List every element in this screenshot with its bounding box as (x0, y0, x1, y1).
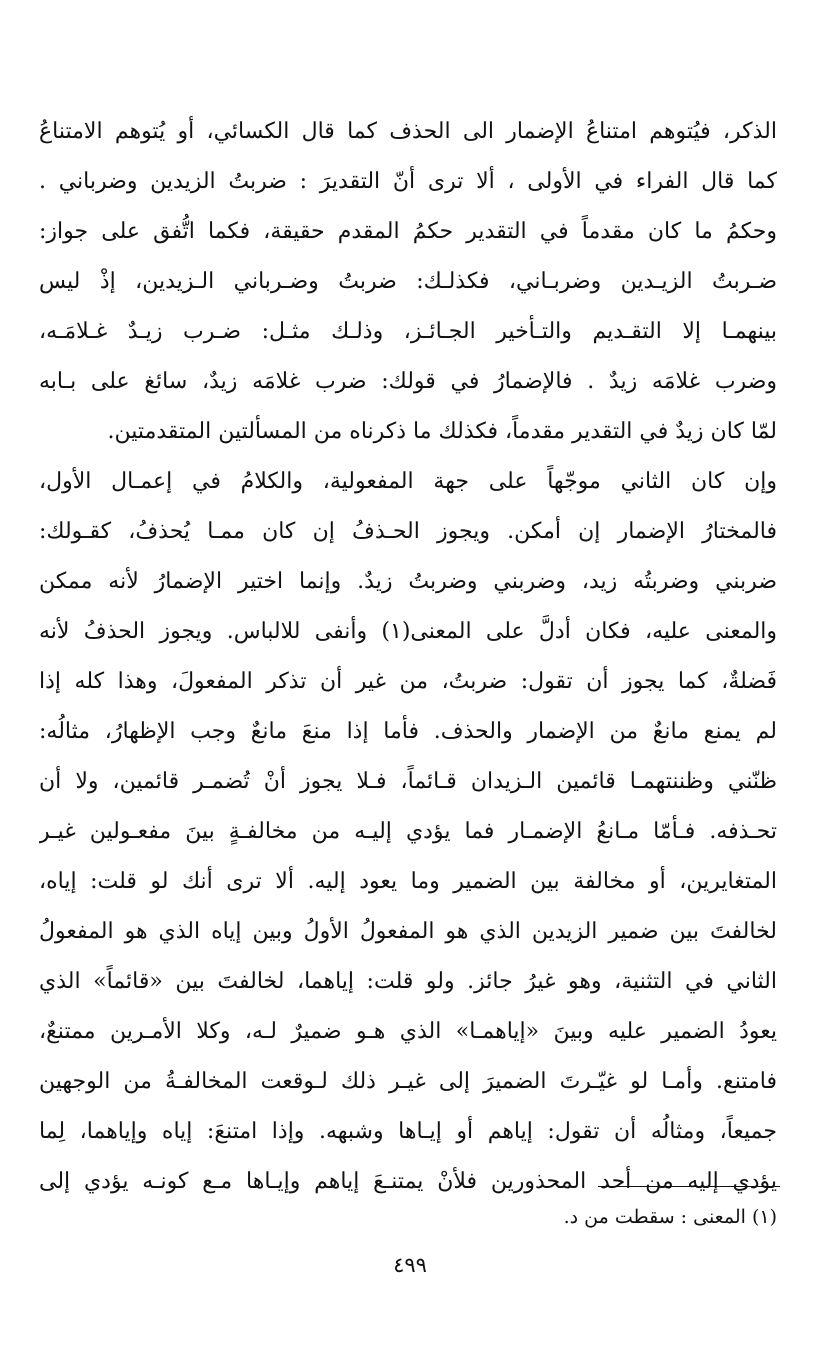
text-line: فَضلةٌ، كما يجوز أن تقول: ضربتُ، من غير أن تذكر المفعولَ، وهذا كله إذا (39, 669, 777, 694)
text-line: فالمختارُ الإضمار إن أمكن. ويجوز الحـذفُ إن كان ممـا يُحذفُ، كقـولك: (39, 519, 777, 544)
text-line: لم يمنع مانعٌ من الإضمار والحذف. فأما إذا منعَ مانعٌ وجب الإظهارُ، مثالُه: (39, 719, 777, 744)
footnote: (١) المعنى : سقطت من د. (563, 1206, 777, 1228)
text-line: وحكمُ ما كان مقدماً في التقدير حكمُ المقدم حقيقة، فكما اتُّفق على جواز: (39, 219, 777, 244)
text-line: لمّا كان زيدٌ في التقدير مقدماً، فكذلك ما ذكرناه من المسألتين المتقدمتين. (107, 419, 777, 444)
text-line: الثاني في التثنية، وهو غيرُ جائز. ولو قلت: إياهما، لخالفتَ بين «قائماً» الذي (39, 969, 777, 994)
text-line: فامتنع. وأمـا لو غيّـرتَ الضميرَ إلى غيـر ذلك لـوقعت المخالفـةُ من الوجهين (39, 1069, 777, 1094)
text-line: والمعنى عليه، فكان أدلَّ على المعنى(١) وأنفى للالباس. ويجوز الحذفُ لأنه (39, 619, 777, 644)
text-line: ضـربتُ الزيـدين وضربـاني، فكذلـك: ضربتُ وضـرباني الـزيدين، إذْ ليس (39, 269, 777, 294)
text-line: يؤدي إليه من أحد المحذورين فلأنْ يمتنـعَ إياهم وإيـاها مـع كونـه يؤدي إلى (39, 1169, 777, 1194)
page-number: ٤٩٩ (393, 1253, 427, 1277)
text-line: بينهمـا إلا التقـديم والتـأخير الجـائـز، وذلـك مثـل: ضـرب زيـدٌ غـلامَـه، (39, 319, 777, 344)
text-line: يعودُ الضمير عليه وبينَ «إياهمـا» الذي هـو ضميرٌ لـه، وكلا الأمـرين ممتنعٌ، (39, 1019, 777, 1044)
text-line: جميعاً، ومثالُه أن تقول: إياهم أو إيـاها وشبهه. وإذا امتنعَ: إياه وإياهما، لِما (39, 1119, 777, 1144)
text-line: وإن كان الثاني موجّهاً على جهة المفعولية، والكلامُ في إعمـال الأول، (39, 469, 777, 494)
text-line: المتغايرين، أو مخالفة بين الضمير وما يعود إليه. ألا ترى أنك لو قلت: إياه، (39, 869, 777, 894)
text-line: الذكر، فيُتوهم امتناعُ الإضمار الى الحذف كما قال الكسائي، أو يُتوهم الامتناعُ (39, 119, 777, 144)
text-line: ضربني وضربتُه زيد، وضربني وضربتُ زيدٌ. وإنما اختير الإضمارُ لأنه ممكن (39, 569, 777, 594)
text-line: لخالفتَ بين ضمير الزيدين الذي هو المفعولُ الأولُ وبين إياه الذي هو المفعولُ (39, 919, 777, 944)
text-line: تحـذفه. فـأمّا مـانعُ الإضمـار فما يؤدي إليـه من مخالفـةٍ بينَ مفعـولين غيـر (39, 819, 777, 844)
text-line: ظنّني وظننتهمـا قائمين الـزيدان قـائماً، فـلا يجوز أنْ تُضمـر قائمين، ولا أن (39, 769, 777, 794)
footnote-divider (598, 1186, 780, 1187)
text-line: وضرب غلامَه زيدٌ . فالإضمارُ في قولك: ضرب غلامَه زيدٌ، سائغ على بـابه (39, 369, 777, 394)
text-line: كما قال الفراء في الأولى ، ألا ترى أنّ التقديرَ : ضربتُ الزيدين وضرباني . (39, 169, 777, 194)
